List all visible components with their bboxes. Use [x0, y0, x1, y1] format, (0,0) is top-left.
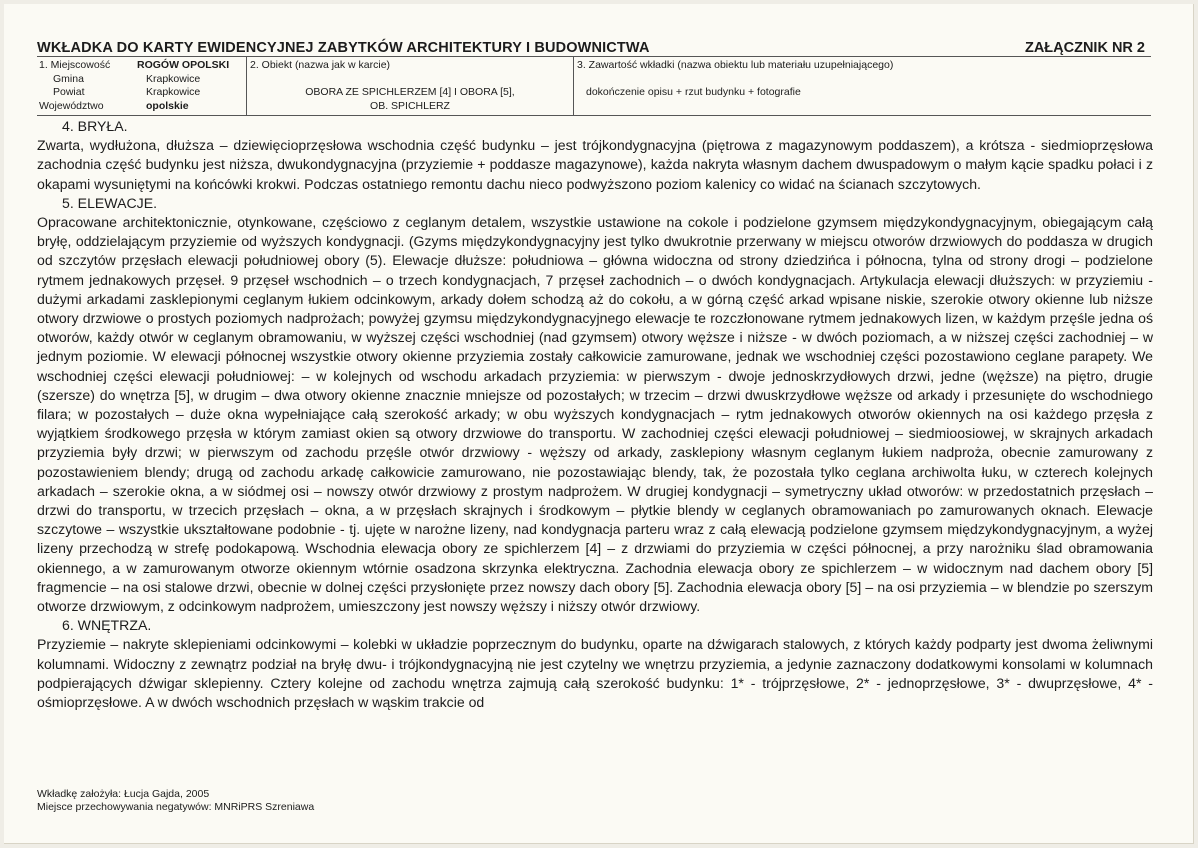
object-label: 2. Obiekt (nazwa jak w karcie) [250, 59, 391, 71]
location-block [39, 59, 244, 113]
commune-value: Krapkowice [146, 72, 201, 85]
description-body [37, 117, 1153, 712]
voivodeship-value: opolskie [146, 99, 189, 112]
commune-label: Gmina [53, 72, 84, 85]
object-name-line-1: OBORA ZE SPICHLERZEM [4] I OBORA [5], [305, 86, 515, 98]
county-value: Krapkowice [146, 86, 201, 98]
section-heading-bryla: 4. BRYŁA. [62, 118, 128, 134]
footer [37, 788, 314, 814]
header-table [37, 56, 1151, 116]
document-title: WKŁADKA DO KARTY EWIDENCYJNEJ ZABYTKÓW ARCHITEKTURY I BUDOWNICTWA [37, 40, 650, 56]
voivodeship-label: Województwo [39, 99, 104, 112]
footer-author: Wkładkę założyła: Łucja Gajda, 2005 [37, 788, 210, 800]
place-label: 1. Miejscowość [39, 59, 111, 71]
object-cell [246, 57, 573, 115]
object-name-line-2: OB. SPICHLERZ [370, 99, 450, 112]
record-card [4, 4, 1194, 844]
contents-value: dokończenie opisu + rzut budynku + fotografie [586, 86, 801, 98]
section-heading-wnetrza: 6. WNĘTRZA. [62, 617, 152, 634]
section-text-elewacje: Opracowane architektonicznie, otynkowane, częściowo z ceglanym detalem, wszystkie ustawione na cokole i podzielone gzymsem międzykondygnacyjnym, obiegającym całą bryłę, oddzielającym przyziemie od wyższych kondygnacji. (Gzyms międzykondygnacyjny jest tylko dwukrotnie przerwany w miejscu otworów drzwiowych do poddasza w drugich od szczytów przęsłach elewacji południowej obory (5). Elewacje dłuższe: południowa – główna widoczna od strony dziedzińca i północna, tylna od strony drogi – podzielone rytmem jednakowych przęseł. 9 przęseł wschodnich – o trzech kondygnacjach, 7 przęseł zachodnich – o dwóch kondygnacjach. Artykulacja elewacji dłuższych: w przyziemiu - dużymi arkadami zasklepionymi ceglanym łukiem odcinkowym, arkady dołem schodzą aż do cokołu, a w górną część arkad wpisane niskie, szerokie otwory okienne lub niższe otwory drzwiowe o prostych poziomych nadprożach; powyżej gzymsu międzykondygnacyjnego elewacje te rozczłonowane rytmem jednakowych lizen, w każdym przęśle jedna oś otworów, każdy otwór w ceglanym obramowaniu, w wyższej części wschodniej (nad gzymsem) otwory węższe i niższe - w dwóch poziomach, a w niższej części zachodniej – w jednym poziomie. W elewacji północnej wszystkie otwory okienne przyziemia zostały całkowicie zamurowane, jednak we wschodniej części pozostawiono ceglane parapety. We wschodniej części elewacji południowej: – w kolejnych od wschodu arkadach przyziemia: w pierwszym - dwoje jednoskrzydłowych drzwi, jedne (węższe) na piętro, drugie (szersze) do wnętrza [5], w drugim – dwa otwory okienne znacznie mniejsze od pozostałych; w trzecim – drzwi dwuskrzydłowe węższe od arkady i przesunięte do wschodniego filara; w pozostałych – duże okna wypełniające całą szerokość arkady; w obu wyższych kondygnacjach – rytm jednakowych otworów okiennych na osi każdego przęsła z wyjątkiem środkowego przęsła w którym zamiast okien są otwory drzwiowe do transportu. W zachodniej części elewacji południowej – siedmioosiowej, w skrajnych arkadach przyziemia były drzwi; w pierwszym od zachodu przęśle otwór drzwiowy - węższy od arkady, zasklepiony własnym ceglanym łukiem nadproża, obecnie zamurowany z pozostawieniem blendy; drugą od zachodu arkadę całkowicie zamurowano, nie pozostawiając blendy, tak, że pozostała tylko ceglana archiwolta łuku, w czterech kolejnych arkadach – szerokie okna, a w siódmej osi – nowszy otwór drzwiowy z prostym nadprożem. W drugiej kondygnacji – symetryczny układ otworów: w przedostatnich przęsłach – drzwi do transportu, w trzecich przęsłach – okna, a w przęsłach skrajnych i środkowym – płytkie blendy w ceglanych obramowaniach po zamurowanych oknach. Elewacje szczytowe – wszystkie ukształtowane podobnie - tj. ujęte w narożne lizeny, nad kondygnacja parteru wraz z całą elewacją podzielone gzymsem międzykondygnacyjnym, a wyżej lizeny przechodzą w strefę podokapową. Wschodnia elewacja obory ze spichlerzem [4] – z drzwiami do przyziemia w części północnej, a przy narożniku ślad obramowania okiennego, a w zamurowanym otworze okiennym wtórnie osadzona skrzynka elektryczna. Zachodnia elewacja obory ze spichlerzem – w widocznym nad dachem obory [5] fragmencie – na osi stalowe drzwi, obecnie w dolnej części przysłonięte przez nowszy dach obory [5]. Zachodnia elewacja obory [5] – na osi przyziemia – w blendzie po szerszym otworze drzwiowym, z odcinkowym nadprożem, umieszczony jest nowszy węższy i niższy otwór drzwiowy. [37, 214, 1153, 615]
object-name [247, 86, 573, 113]
contents-cell [573, 57, 1152, 115]
section-text-wnetrza: Przyziemie – nakryte sklepieniami odcinkowymi – kolebki w układzie poprzecznym do budynku, oparte na dźwigarach stalowych, z których każdy podparty jest dwoma żeliwnymi kolumnami. Widoczny z zewnątrz podział na bryłę dwu- i trójkondygnacyjną nie jest czytelny we wnętrzu przyziemia, a jedynie zaznaczony dodatkowymi konsolami w kolumnach podpierających dźwigar sklepienny. Cztery kolejne od zachodu wnętrza zajmują całą szerokość budynku: 1* - trójprzęsłowe, 2* - jednoprzęsłowe, 3* - dwuprzęsłowe, 4* - ośmioprzęsłowe. A w dwóch wschodnich przęsłach w wąskim trakcie od [37, 636, 1153, 711]
footer-storage: Miejsce przechowywania negatywów: MNRiPRS Szreniawa [37, 801, 315, 813]
contents-label: 3. Zawartość wkładki (nazwa obiektu lub materiału uzupełniającego) [577, 59, 894, 71]
section-text-bryla: Zwarta, wydłużona, dłuższa – dziewięcioprzęsłowa wschodnia część budynku – jest trójkondygnacyjna (piętrowa z magazynowym poddaszem), a krótsza - siedmioprzęsłowa zachodnia część budynku jest niższa, dwukondygnacyjna (przyziemie + poddasze magazynowe), każda nakryta własnym dachem dwuspadowym o małym kącie spadku połaci i z okapami wysuniętymi na końcówki krokwi. Podczas ostatniego remontu dachu nieco podwyższono poziom kalenicy co widać na ścianach szczytowych. [37, 137, 1153, 192]
annex-number: ZAŁĄCZNIK NR 2 [1024, 40, 1145, 56]
place-value: ROGÓW OPOLSKI [137, 59, 230, 71]
county-label: Powiat [53, 86, 85, 98]
section-heading-elewacje: 5. ELEWACJE. [62, 194, 158, 211]
location-cell [37, 57, 245, 115]
